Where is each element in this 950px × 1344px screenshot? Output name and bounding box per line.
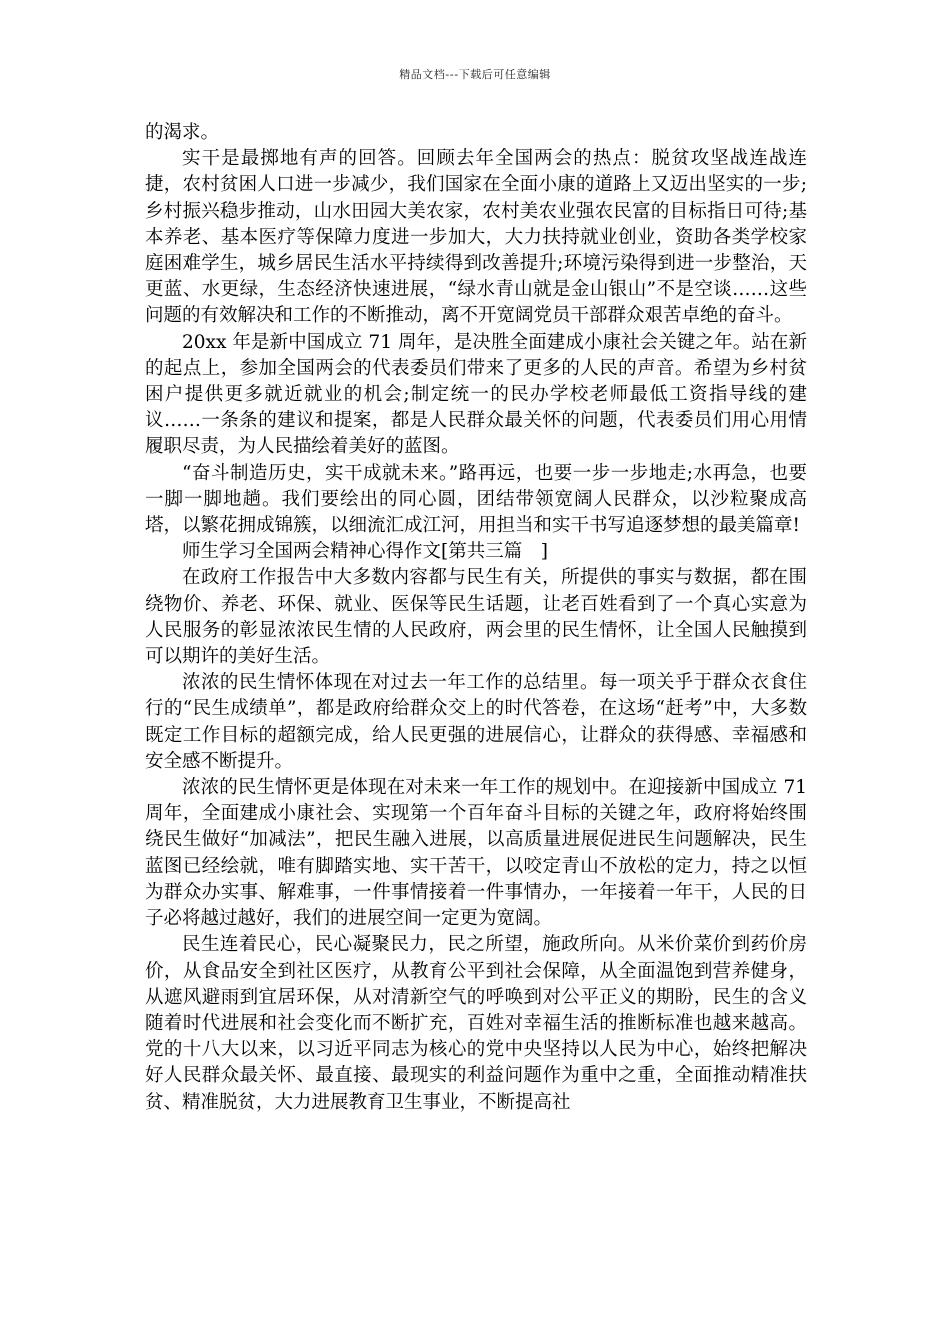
paragraph-7: 浓浓的民生情怀更是体现在对未来一年工作的规划中。在迎接新中国成立 71 周年，全面建成小康社会、实现第一个百年奋斗目标的关键之年，政府将始终围绕民生做好“加减法”，把民生融入进展，以高质量进展促进民生问题解决，民生蓝图已经绘就，唯有脚踏实地、实干苦干，以咬定青山不放松的定力，持之以恒为群众办实事、解难事，一件事情接着一件事情办，一年接着一年干，人民的日子必将越过越好，我们的进展空间一定更为宽阔。 — [145, 777, 807, 930]
document-body — [145, 120, 807, 1116]
paragraph-6: 浓浓的民生情怀体现在对过去一年工作的总结里。每一项关乎于群众衣食住行的“民生成绩单”，都是政府给群众交上的时代答卷，在这场“赶考”中，大多数既定工作目标的超额完成，给人民更强的进展信心，让群众的获得感、幸福感和安全感不断提升。 — [145, 672, 807, 772]
paragraph-5: 在政府工作报告中大多数内容都与民生有关，所提供的事实与数据，都在围绕物价、养老、环保、就业、医保等民生话题，让老百姓看到了一个真心实意为人民服务的彰显浓浓民生情的人民政府，两会里的民生情怀，让全国人民触摸到可以期许的美好生活。 — [145, 567, 807, 668]
paragraph-2: 实干是最掷地有声的回答。回顾去年全国两会的热点：脱贫攻坚战连战连捷，农村贫困人口进一步减少，我们国家在全面小康的道路上又迈出坚实的一步;乡村振兴稳步推动，山水田园大美农家，农村美农业强农民富的目标指日可待;基本养老、基本医疗等保障力度进一步加大，大力扶持就业创业，资助各类学校家庭困难学生，城乡居民生活水平持续得到改善提升;环境污染得到进一步整治，天更蓝、水更绿，生态经济快速进展，“绿水青山就是金山银山”不是空谈……这些问题的有效解决和工作的不断推动，离不开宽阔党员干部群众艰苦卓绝的奋斗。 — [145, 148, 807, 327]
section-title: 师生学习全国两会精神心得作文[第共三篇 ] — [182, 541, 548, 563]
paragraph-1: 的渴求。 — [145, 122, 220, 143]
page-header: 精品文档---下载后可任意编辑 — [399, 68, 551, 81]
paragraph-3: 20xx 年是新中国成立 71 周年，是决胜全面建成小康社会关键之年。站在新的起点上，参加全国两会的代表委员们带来了更多的人民的声音。希望为乡村贫困户提供更多就近就业的机会;制定统一的民办学校老师最低工资指导线的建议……一条条的建议和提案，都是人民群众最关怀的问题，代表委员们用心用情履职尽责，为人民描绘着美好的蓝图。 — [145, 331, 807, 458]
paragraph-4: “奋斗制造历史，实干成就未来。”路再远，也要一步一步地走;水再急，也要一脚一脚地趟。我们要绘出的同心圆，团结带领宽阔人民群众，以沙粒聚成高塔，以繁花拥成锦簇，以细流汇成江河，用担当和实干书写追逐梦想的最美篇章! — [145, 462, 807, 537]
paragraph-8: 民生连着民心，民心凝聚民力，民之所望，施政所向。从米价菜价到药价房价，从食品安全到社区医疗，从教育公平到社会保障，从全面温饱到营养健身，从遮风避雨到宜居环保，从对清新空气的呼唤到对公平正义的期盼，民生的含义随着时代进展和社会变化而不断扩充，百姓对幸福生活的推断标准也越来越高。党的十八大以来，以习近平同志为核心的党中央坚持以人民为中心，始终把解决好人民群众最关怀、最直接、最现实的利益问题作为重中之重，全面推动精准扶贫、精准脱贫，大力进展教育卫生事业，不断提高社 — [145, 934, 807, 1113]
